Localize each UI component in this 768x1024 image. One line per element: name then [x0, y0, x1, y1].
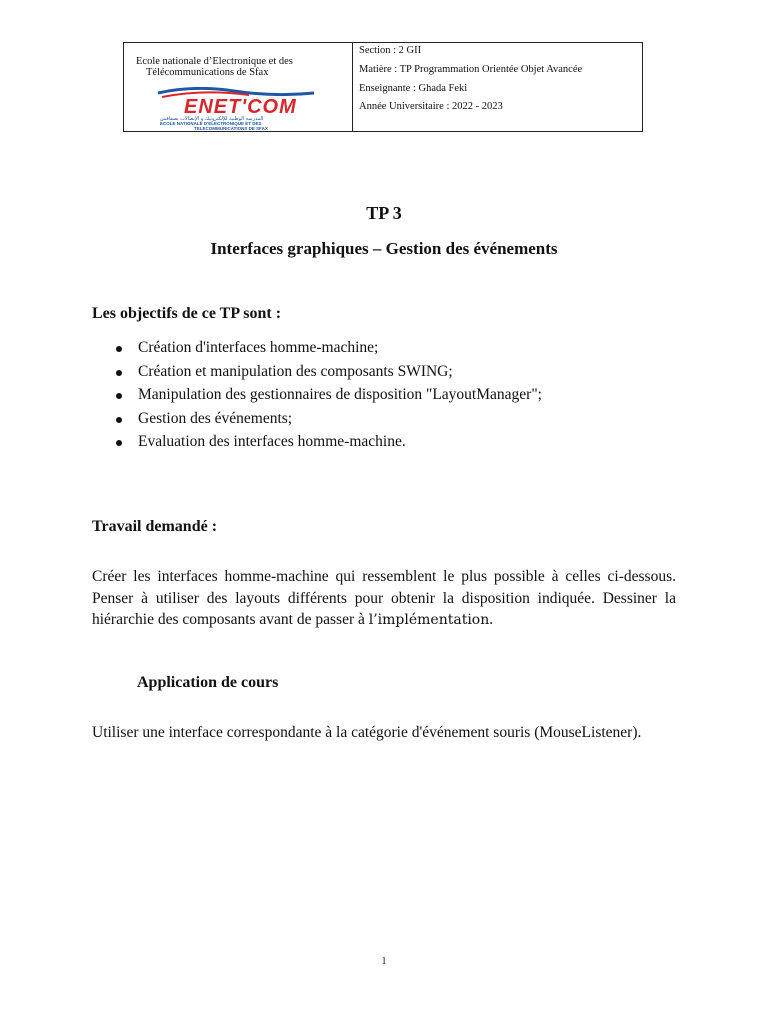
school-name — [136, 56, 293, 78]
section-label: Section : 2 GII — [359, 45, 422, 56]
list-item: Evaluation des interfaces homme-machine. — [92, 432, 542, 456]
work-paragraph — [92, 566, 676, 632]
svg-text:ENET'COM: ENET'COM — [184, 96, 297, 118]
work-paragraph-text: Créer les interfaces homme-machine qui ressemblent le plus possible à celles ci-dessous. Penser à utiliser des layouts différents pour obtenir la disposition indiquée. Dessiner la hiérarchie des composants avant de passer à — [92, 568, 676, 628]
list-item: Création d'interfaces homme-machine; — [92, 338, 542, 362]
work-paragraph-end: . — [489, 611, 494, 628]
svg-text:TELECOMMUNICATIONS DE SFAX: TELECOMMUNICATIONS DE SFAX — [194, 126, 268, 131]
work-heading: Travail demandé : — [92, 518, 218, 535]
application-paragraph: Utiliser une interface correspondante à la catégorie d'événement souris (MouseListener). — [92, 724, 642, 741]
application-heading: Application de cours — [137, 674, 279, 691]
svg-text:المدرسة الوطنية للإلكترونيك و: المدرسة الوطنية للإلكترونيك و الإتصالات بصفاقس — [160, 116, 264, 122]
page-number: 1 — [381, 956, 387, 967]
matiere-label: Matière : TP Programmation Orientée Objet Avancée — [359, 64, 583, 75]
school-name-line1: Ecole nationale d’Electronique et des — [136, 56, 293, 67]
school-block — [124, 43, 353, 131]
school-name-line2: Télécommunications de Sfax — [146, 67, 269, 78]
document-title: TP 3 — [366, 203, 402, 223]
objectives-list — [92, 338, 542, 456]
svg-text:ECOLE NATIONALE D'ELECTRONIQUE: ECOLE NATIONALE D'ELECTRONIQUE ET DES — [160, 121, 262, 126]
list-item: Création et manipulation des composants SWING; — [92, 362, 542, 386]
objectives-heading: Les objectifs de ce TP sont : — [92, 305, 282, 322]
document-subtitle: Interfaces graphiques – Gestion des événements — [210, 239, 558, 258]
enetcom-logo — [154, 87, 324, 131]
document-header — [123, 42, 643, 132]
annee-label: Année Universitaire : 2022 - 2023 — [359, 101, 503, 112]
list-item: Manipulation des gestionnaires de disposition "LayoutManager"; — [92, 385, 542, 409]
course-info — [353, 43, 642, 131]
enseignante-label: Enseignante : Ghada Feki — [359, 83, 468, 94]
work-paragraph-emphasis: l’implémentation — [368, 612, 490, 628]
list-item: Gestion des événements; — [92, 409, 542, 433]
